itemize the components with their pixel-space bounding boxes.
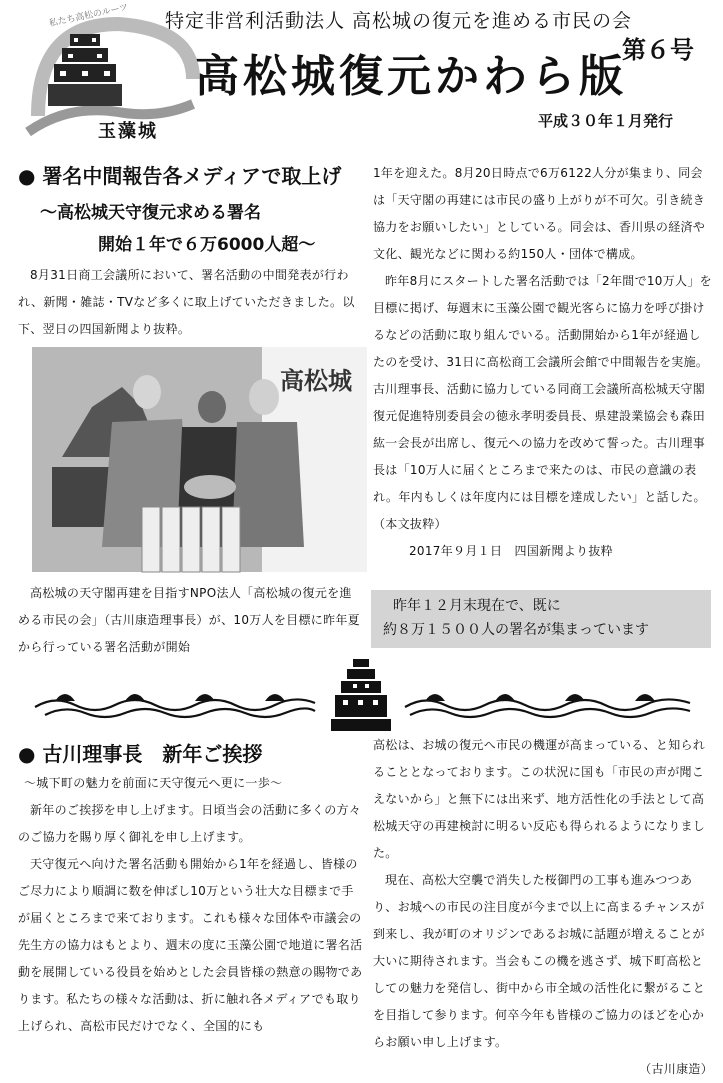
logo-arc-text: 私たち高松のルーツ <box>48 2 130 30</box>
article2-right-p1: 高松は、お城の復元へ市民の機運が高まっている、と知られることとなっております。この状況に国も「市民の声が聞こえないから」と無下には出来ず、地方活性化の手法として高松城天守の再建検討に明るい反応も得られるようになりました。 <box>373 738 706 860</box>
article2-signature: （古川康造） <box>639 1062 713 1076</box>
notice-line-1: 昨年１２月末現在で、既に <box>393 598 561 614</box>
article2-left-p1: 新年のご挨拶を申し上げます。日頃当会の活動に多くの方々のご協力を賜り厚く御礼を申し上げます。 <box>18 803 362 844</box>
article1-right-column <box>373 160 713 565</box>
signature-count-notice <box>371 590 711 648</box>
article1-right-p1: 1年を迎えた。8月20日時点で6万6122人分が集まり、同会は「天守閣の再建には市民の盛り上がりが不可欠。引き続き協力をお願いしたい」としている。同会は、香川県の経済や文化、観光などに関わる約150人・団体で構成。 <box>373 166 706 261</box>
org-name: 特定非営利活動法人 高松城の復元を進める市民の会 <box>165 10 633 32</box>
issue-date: 平成３０年１月発行 <box>538 112 674 130</box>
article1-subheading-1: 〜高松城天守復元求める署名 <box>40 203 261 223</box>
article2-left-column <box>18 797 363 1040</box>
issue-number: 第６号 <box>622 36 694 64</box>
article2-heading: ● 古川理事長 新年ご挨拶 <box>18 742 263 766</box>
photo-caption-text: 高松城の天守閣再建を目指すNPO法人「高松城の復元を進める市民の会」（古川康造理事長）が、10万人を目標に昨年夏から行っている署名活動が開始 <box>18 586 360 654</box>
article1-right-p2: 昨年8月にスタートした署名活動では「2年間で10万人」を目標に掲げ、毎週末に玉藻公園で観光客らに協力を呼び掛けるなどの活動に取り組んでいる。活動開始から1年が経過したのを受け、31日に高松商工会議所会館で中間報告を実施。古川理事長、活動に協力している同商工会議所高松城天守閣復元促進特別委員会の徳永孝明委員長、県建設業協会も森田紘一会長が出席し、復元への協力を改めて誓った。古川理事長は「10万人に届くところまで来たのは、市民の意識の表れ。年内もしくは年度内には目標を達成したい」と話した。（本文抜粋） <box>373 274 712 531</box>
article2-right-p2: 現在、高松大空襲で消失した桜御門の工事も進みつつあり、お城への市民の注目度が今まで以上に高まるチャンスが到来し、我が町のオリジンであるお城に話題が増えることが大いに期待されます。当会もこの機を逃さず、城下町高松としての魅力を発信し、街中から市全域の活性化に繋がることを目指して参ります。何卒今年も皆様のご協力のほどを心からお願い申し上げます。 <box>373 873 706 1049</box>
photo-sign-text: 高松城 <box>280 366 352 395</box>
wave-castle-divider-icon <box>35 655 690 735</box>
article1-intro <box>18 262 363 343</box>
article2-left-p2: 天守復元へ向けた署名活動も開始から1年を経過し、皆様のご尽力により順調に数を伸ばし10万という壮大な目標まで手が届くところまで来ております。これも様々な団体や市議会の先生方の協力はもとより、週末の度に玉藻公園で地道に署名活動を展開している役員を始めとした会員皆様の熱意の賜物であります。私たちの様々な活動は、折に触れ各メディアでも取り上げられ、高松市民だけでなく、全国的にも <box>18 857 363 1033</box>
newsletter-title: 高松城復元かわら版 <box>195 51 627 102</box>
article1-intro-text: 8月31日商工会議所において、署名活動の中間発表が行われ、新聞・雑誌・TVなど多くに取上げていただきました。以下、翌日の四国新聞より抜粋。 <box>18 268 355 336</box>
article1-photo-caption <box>18 580 363 661</box>
article2-subheading <box>24 770 364 797</box>
article2-right-column <box>373 732 713 1083</box>
article1-subheading-2: 開始１年で６万6000人超〜 <box>98 235 316 255</box>
article1-photo <box>32 347 367 572</box>
article1-source: 2017年９月１日 四国新聞より抜粋 <box>409 544 613 558</box>
article1-heading: ● 署名中間報告各メディアで取上げ <box>18 164 342 188</box>
wave-divider <box>35 655 690 735</box>
logo-caption: 玉藻城 <box>98 121 158 142</box>
article2-subheading-text: 〜城下町の魅力を前面に天守復元へ更に一歩〜 <box>24 776 283 790</box>
notice-line-2: 約８万１５００人の署名が集まっています <box>383 622 649 638</box>
